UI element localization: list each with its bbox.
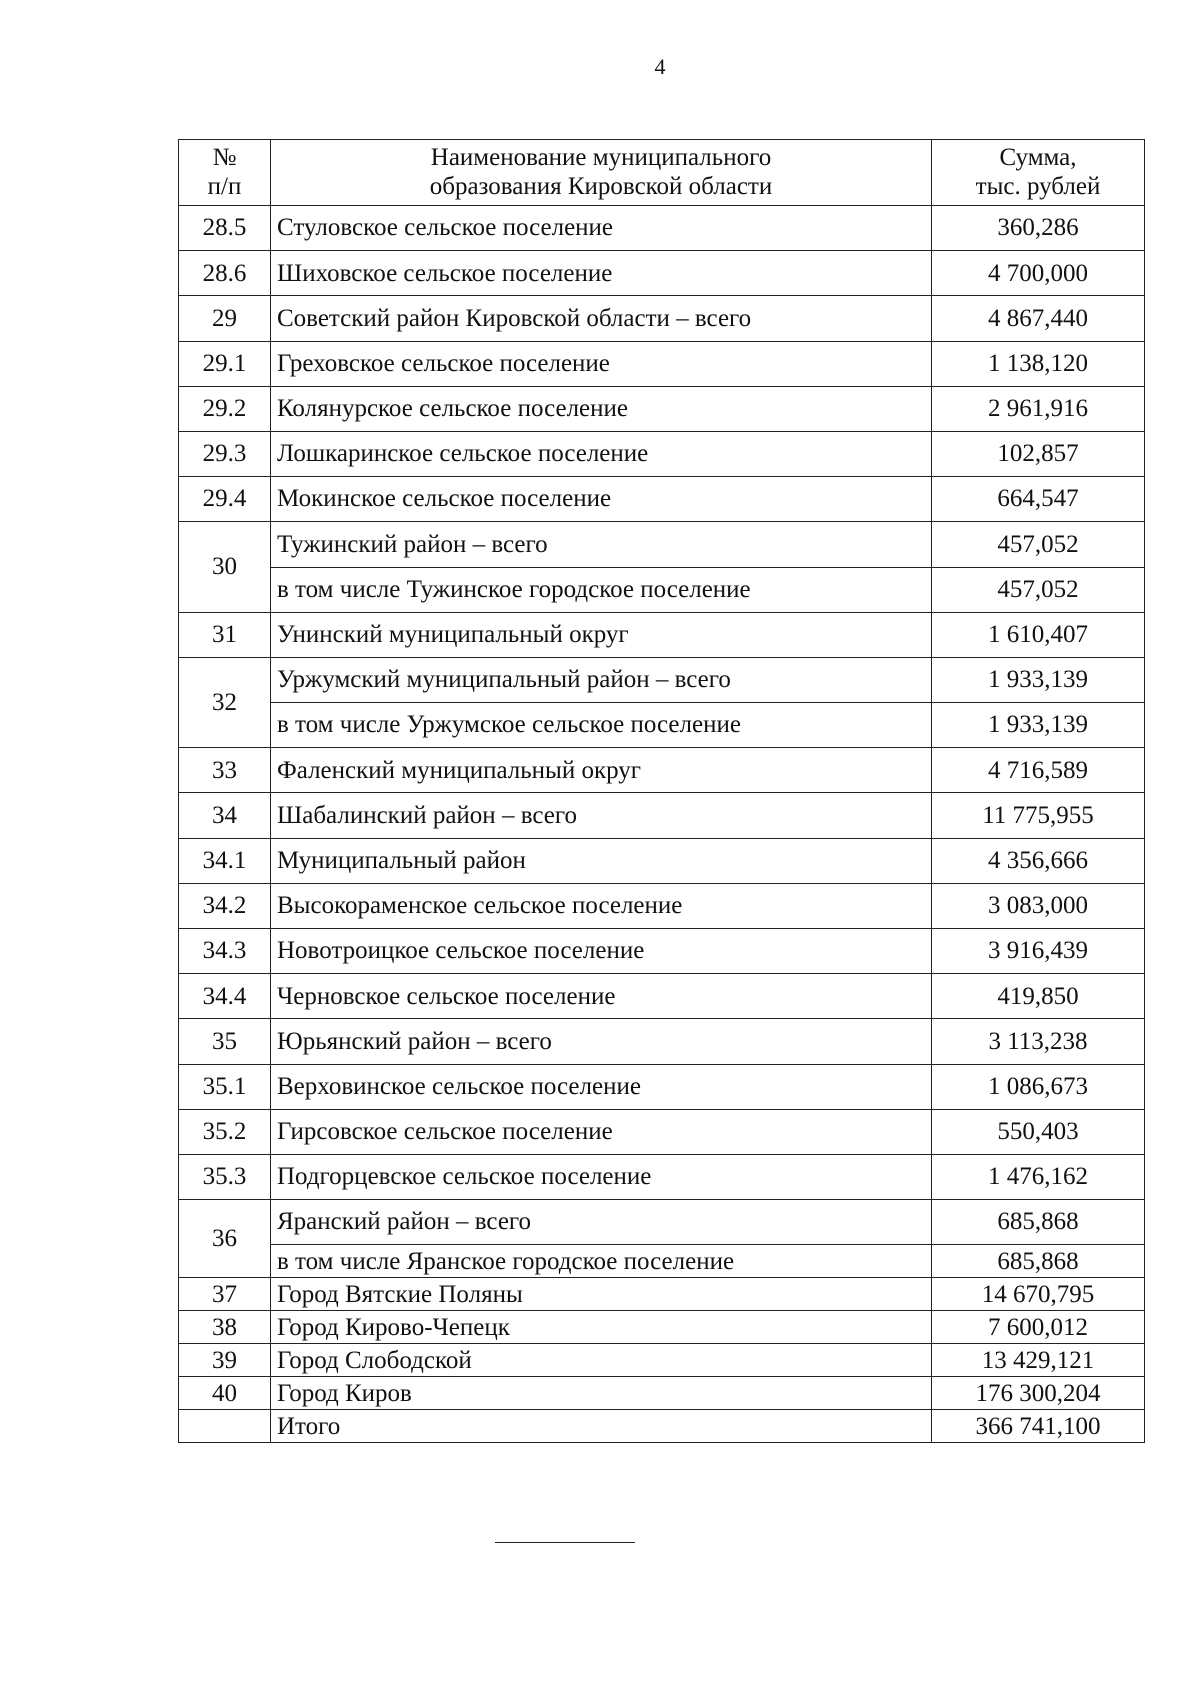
table-row	[179, 929, 1145, 974]
table-row	[179, 1377, 1145, 1410]
table-row	[179, 477, 1145, 522]
row-name: Черновское сельское поселение	[271, 974, 932, 1019]
total-label: Итого	[271, 1410, 932, 1443]
table-row	[179, 1064, 1145, 1109]
header-name: Наименование муниципального образования Кировской области	[271, 140, 932, 206]
row-number: 31	[179, 612, 271, 657]
table-row	[179, 612, 1145, 657]
table-row	[179, 1109, 1145, 1154]
table-row	[179, 1311, 1145, 1344]
row-number: 36	[179, 1200, 271, 1278]
table-row	[179, 296, 1145, 341]
row-name: Лошкаринское сельское поселение	[271, 431, 932, 476]
row-sum: 176 300,204	[932, 1377, 1145, 1410]
table-row	[179, 522, 1145, 567]
row-sum: 1 476,162	[932, 1154, 1145, 1199]
row-number: 32	[179, 657, 271, 747]
row-sum: 1 933,139	[932, 703, 1145, 748]
row-sum: 664,547	[932, 477, 1145, 522]
row-number: 29.4	[179, 477, 271, 522]
row-sum: 360,286	[932, 206, 1145, 251]
row-name: в том числе Тужинское городское поселение	[271, 567, 932, 612]
row-sum: 419,850	[932, 974, 1145, 1019]
table-row	[179, 206, 1145, 251]
row-name: Город Слободской	[271, 1344, 932, 1377]
total-sum: 366 741,100	[932, 1410, 1145, 1443]
row-sum: 4 867,440	[932, 296, 1145, 341]
row-number: 34.3	[179, 929, 271, 974]
row-number: 29	[179, 296, 271, 341]
table-row	[179, 748, 1145, 793]
row-sum: 1 138,120	[932, 341, 1145, 386]
row-name: Тужинский район – всего	[271, 522, 932, 567]
row-sum: 685,868	[932, 1245, 1145, 1278]
row-number: 33	[179, 748, 271, 793]
table-row	[179, 1200, 1145, 1245]
table-row	[179, 251, 1145, 296]
row-name: Гирсовское сельское поселение	[271, 1109, 932, 1154]
row-name: Советский район Кировской области – всего	[271, 296, 932, 341]
row-sum: 3 083,000	[932, 883, 1145, 928]
table-row	[179, 431, 1145, 476]
row-sum: 4 716,589	[932, 748, 1145, 793]
row-name: Город Кирово-Чепецк	[271, 1311, 932, 1344]
row-sum: 4 700,000	[932, 251, 1145, 296]
row-name: Подгорцевское сельское поселение	[271, 1154, 932, 1199]
end-divider	[495, 1542, 635, 1543]
row-number: 38	[179, 1311, 271, 1344]
table-row	[179, 703, 1145, 748]
table-row	[179, 386, 1145, 431]
row-name: Новотроицкое сельское поселение	[271, 929, 932, 974]
row-number: 29.3	[179, 431, 271, 476]
table-row	[179, 1245, 1145, 1278]
row-name: в том числе Уржумское сельское поселение	[271, 703, 932, 748]
row-sum: 457,052	[932, 522, 1145, 567]
row-sum: 102,857	[932, 431, 1145, 476]
row-sum: 685,868	[932, 1200, 1145, 1245]
row-number: 28.6	[179, 251, 271, 296]
row-sum: 550,403	[932, 1109, 1145, 1154]
row-number: 40	[179, 1377, 271, 1410]
row-number: 35	[179, 1019, 271, 1064]
row-number: 29.1	[179, 341, 271, 386]
row-sum: 2 961,916	[932, 386, 1145, 431]
row-number: 34.1	[179, 838, 271, 883]
table-row	[179, 341, 1145, 386]
row-name: Верховинское сельское поселение	[271, 1064, 932, 1109]
table-row	[179, 567, 1145, 612]
row-sum: 4 356,666	[932, 838, 1145, 883]
table-row	[179, 657, 1145, 702]
row-sum: 3 113,238	[932, 1019, 1145, 1064]
row-number: 35.2	[179, 1109, 271, 1154]
row-name: Шабалинский район – всего	[271, 793, 932, 838]
table-row	[179, 793, 1145, 838]
row-name: Яранский район – всего	[271, 1200, 932, 1245]
table-header-row	[179, 140, 1145, 206]
table-row	[179, 883, 1145, 928]
row-name: Фаленский муниципальный округ	[271, 748, 932, 793]
row-number: 37	[179, 1278, 271, 1311]
table-row	[179, 974, 1145, 1019]
row-name: Унинский муниципальный округ	[271, 612, 932, 657]
row-name: Стуловское сельское поселение	[271, 206, 932, 251]
row-name: Колянурское сельское поселение	[271, 386, 932, 431]
row-number: 34.4	[179, 974, 271, 1019]
row-name: Муниципальный район	[271, 838, 932, 883]
row-name: Город Киров	[271, 1377, 932, 1410]
row-sum: 457,052	[932, 567, 1145, 612]
row-number	[179, 1410, 271, 1443]
row-name: Шиховское сельское поселение	[271, 251, 932, 296]
row-number: 39	[179, 1344, 271, 1377]
row-number: 29.2	[179, 386, 271, 431]
row-number: 34.2	[179, 883, 271, 928]
row-name: Греховское сельское поселение	[271, 341, 932, 386]
row-sum: 11 775,955	[932, 793, 1145, 838]
row-number: 34	[179, 793, 271, 838]
table-row	[179, 1344, 1145, 1377]
table-row	[179, 1154, 1145, 1199]
row-sum: 1 610,407	[932, 612, 1145, 657]
row-sum: 1 086,673	[932, 1064, 1145, 1109]
row-sum: 3 916,439	[932, 929, 1145, 974]
table-row	[179, 838, 1145, 883]
row-sum: 13 429,121	[932, 1344, 1145, 1377]
table-row	[179, 1019, 1145, 1064]
row-sum: 7 600,012	[932, 1311, 1145, 1344]
row-name: Город Вятские Поляны	[271, 1278, 932, 1311]
header-num: № п/п	[179, 140, 271, 206]
row-sum: 1 933,139	[932, 657, 1145, 702]
row-name: Юрьянский район – всего	[271, 1019, 932, 1064]
row-sum: 14 670,795	[932, 1278, 1145, 1311]
municipal-budget-table	[178, 139, 1145, 1443]
row-number: 35.3	[179, 1154, 271, 1199]
header-sum: Сумма, тыс. рублей	[932, 140, 1145, 206]
row-name: Мокинское сельское поселение	[271, 477, 932, 522]
row-number: 30	[179, 522, 271, 612]
row-name: в том числе Яранское городское поселение	[271, 1245, 932, 1278]
row-name: Высокораменское сельское поселение	[271, 883, 932, 928]
page-number: 4	[654, 54, 666, 79]
table-row-total	[179, 1410, 1145, 1443]
row-name: Уржумский муниципальный район – всего	[271, 657, 932, 702]
row-number: 28.5	[179, 206, 271, 251]
row-number: 35.1	[179, 1064, 271, 1109]
table-row	[179, 1278, 1145, 1311]
